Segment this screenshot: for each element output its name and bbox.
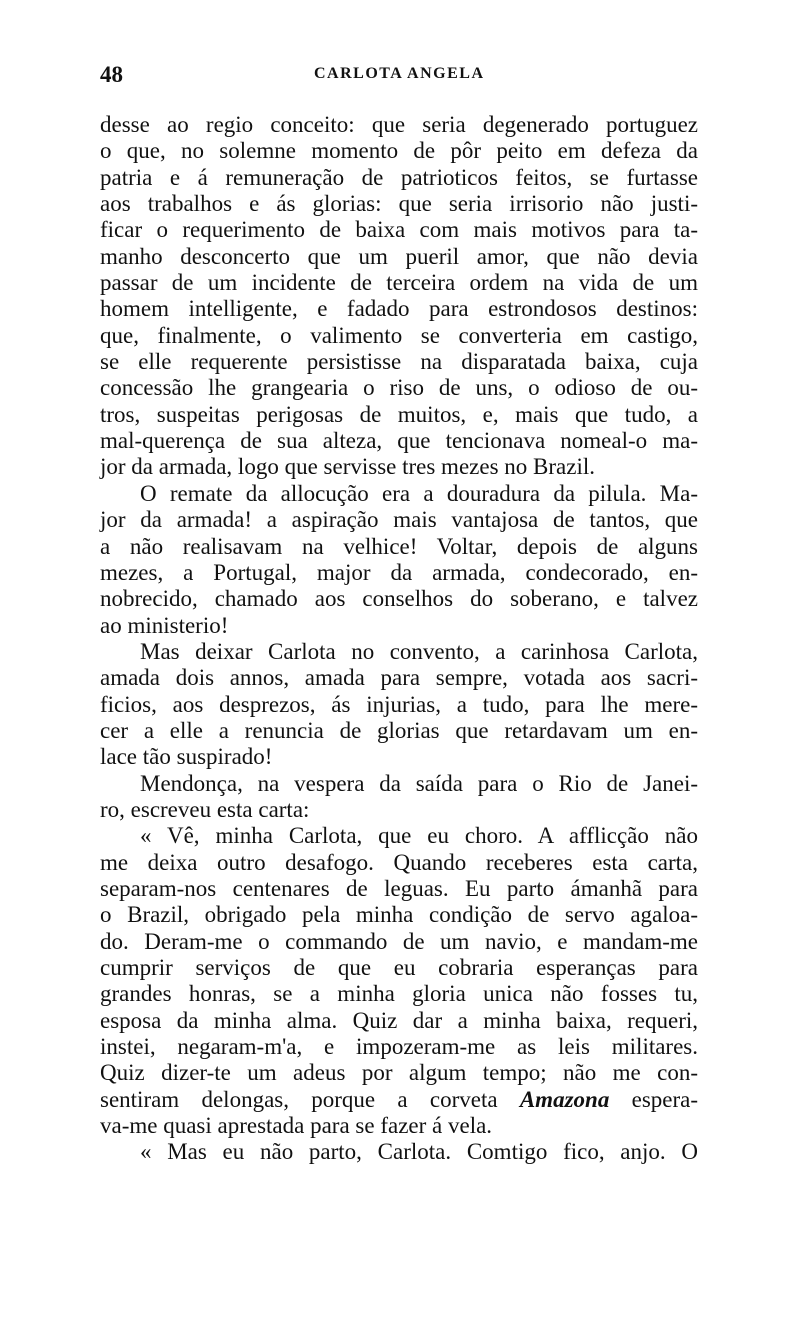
text-line: lace tão suspirado! [100, 744, 273, 770]
text-line: jor da armada! a aspiração mais vantajosa de tantos, que [100, 507, 698, 533]
text-fragment: sentiram delongas, porque a corveta [100, 1086, 498, 1112]
text-line: nobrecido, chamado aos conselhos do soberano, e talvez [100, 586, 698, 612]
text-fragment: espera- [631, 1086, 699, 1112]
text-line: ro, escreveu esta carta: [100, 796, 310, 822]
text-line: homem intelligente, e fadado para estrondosos destinos: [100, 296, 698, 322]
page-number: 48 [100, 62, 123, 87]
text-line: desse ao regio conceito: que seria degenerado portuguez [100, 112, 698, 137]
paragraph-start-line: Mas deixar Carlota no convento, a carinhosa Carlota, [140, 638, 698, 664]
text-line: ao ministerio! [100, 612, 229, 638]
text-line: me deixa outro desafogo. Quando receberes esta carta, [100, 849, 698, 875]
text-line: mezes, a Portugal, major da armada, condecorado, en- [100, 559, 698, 585]
text-line: tros, suspeitas perigosas de muitos, e, mais que tudo, a [100, 401, 698, 427]
text-line: o que, no solemne momento de pôr peito em defeza da [100, 138, 698, 164]
text-line: va-me quasi aprestada para se fazer á vela. [100, 1113, 493, 1139]
text-line: ficios, aos desprezos, ás injurias, a tudo, para lhe mere- [100, 691, 698, 717]
running-head [100, 62, 700, 86]
ship-name-italic: Amazona [519, 1086, 610, 1112]
text-line: a não realisavam na velhice! Voltar, depois de alguns [100, 533, 698, 559]
text-line: instei, negaram-m'a, e impozeram-me as leis militares. [100, 1034, 698, 1060]
text-line: manho desconcerto que um pueril amor, que não devia [100, 243, 698, 269]
text-line: que, finalmente, o valimento se converteria em castigo, [100, 322, 698, 348]
text-line: separam-nos centenares de leguas. Eu parto ámanhã para [100, 875, 698, 901]
text-line: se elle requerente persistisse na disparatada baixa, cuja [100, 349, 698, 375]
text-line: esposa da minha alma. Quiz dar a minha baixa, requeri, [100, 1007, 698, 1033]
running-title: CARLOTA ANGELA [314, 65, 485, 82]
paragraph-start-line: O remate da allocução era a douradura da pilula. Ma- [140, 480, 698, 506]
text-line: amada dois annos, amada para sempre, votada aos sacri- [100, 665, 698, 691]
text-line: jor da armada, logo que servisse tres mezes no Brazil. [100, 454, 595, 480]
text-line: Quiz dizer-te um adeus por algum tempo; não me con- [100, 1060, 698, 1086]
text-line: o Brazil, obrigado pela minha condição de servo agaloa- [100, 902, 698, 928]
text-line: ficar o requerimento de baixa com mais motivos para ta- [100, 217, 698, 243]
text-line: do. Deram-me o commando de um navio, e mandam-me [100, 928, 698, 954]
paragraph-start-line: « Mas eu não parto, Carlota. Comtigo fico, anjo. O [140, 1139, 698, 1165]
paragraph-start-line: Mendonça, na vespera da saída para o Rio de Janei- [140, 770, 698, 796]
text-line: cer a elle a renuncia de glorias que retardavam um en- [100, 717, 698, 743]
text-line: aos trabalhos e ás glorias: que seria irrisorio não justi- [100, 191, 698, 217]
text-line: concessão lhe grangearia o riso de uns, o odioso de ou- [100, 375, 698, 401]
text-line: cumprir serviços de que eu cobraria esperanças para [100, 955, 698, 980]
text-line: mal-querença de sua alteza, que tencionava nomeal-o ma- [100, 428, 698, 454]
text-line: passar de um incidente de terceira ordem na vida de um [100, 270, 698, 296]
text-line [100, 1087, 698, 1113]
text-line: patria e á remuneração de patrioticos feitos, se furtasse [100, 164, 698, 190]
body-text [100, 112, 698, 1166]
paragraph-start-line: « Vê, minha Carlota, que eu choro. A afflicção não [140, 823, 698, 849]
text-line: grandes honras, se a minha gloria unica não fosses tu, [100, 981, 698, 1007]
